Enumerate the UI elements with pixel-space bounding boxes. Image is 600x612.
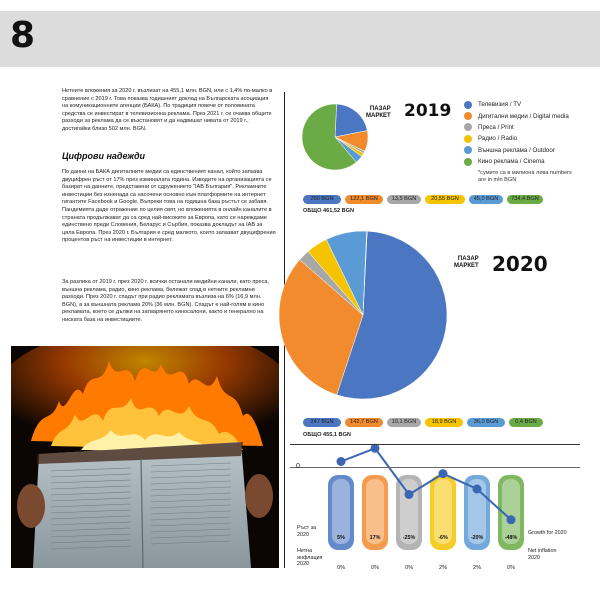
legend-dot-icon <box>464 146 472 154</box>
growth-pct-radio: -6% <box>438 535 448 541</box>
value-pill-2019-radio: 20,55 BGN <box>425 195 465 204</box>
growth-label-en: Growth for 2020 <box>528 530 567 536</box>
legend-item-tv <box>464 99 569 110</box>
value-pill-2020-radio: 18,9 BGN <box>425 418 463 427</box>
total-2019: ОБЩО 461,52 BGN <box>303 208 355 214</box>
value-pill-2019-tv: 250 BGN <box>303 195 341 204</box>
value-pill-2019-digital: 122,1 BGN <box>345 195 383 204</box>
growth-point-outdoor <box>473 485 482 494</box>
total-2020: ОБЩО 455,1 BGN <box>303 432 351 438</box>
growth-point-cinema <box>507 515 516 524</box>
market-label-line2: МАРКЕТ <box>454 263 479 269</box>
inflation-outdoor: 2% <box>472 565 482 571</box>
value-pill-2020-outdoor: 36,0 BGN <box>467 418 505 427</box>
inflation-digital: 0% <box>370 565 380 571</box>
legend-dot-icon <box>464 101 472 109</box>
growth-label-bg: Ръст за 2020 <box>297 525 317 538</box>
legend-dot-icon <box>464 135 472 143</box>
market-label-line2: МАРКЕТ <box>366 113 391 119</box>
intro-paragraph: Нетните вложения за 2020 г. възлизат на 455,1 млн. BGN, или с 1,4% по-малко в сравнение с 2019 г. Това показва годишният доклад на Българската асоциация на комуникационните агенции (БАКА). По традиция повече от половината средства се инвестират в телевизионна реклама. През 2021 г. се очаква общите разходи за реклама да се възстановят и да надвишат нивата от 2019 г., достигайки близо 502 млн. BGN. <box>62 88 273 132</box>
market-year-2020: 2020 <box>492 252 548 276</box>
legend-label: Преса / Print <box>478 123 514 131</box>
market-label-line1: ПАЗАР <box>457 256 479 262</box>
value-pill-2019-cinema: 734,4 BGN <box>507 195 543 204</box>
growth-pct-digital: 17% <box>369 535 381 541</box>
section-heading: Цифрови надежди <box>62 151 146 161</box>
growth-pct-tv: 5% <box>337 535 345 541</box>
legend-dot-icon <box>464 123 472 131</box>
page-number: 8 <box>10 15 36 56</box>
market-year-2019: 2019 <box>404 101 452 121</box>
legend-label: Външна реклама / Outdoor <box>478 146 555 154</box>
inflation-radio: 2% <box>438 565 448 571</box>
decline-paragraph: За разлика от 2019 г. през 2020 г. всички останали медийни канали, като преса, външна реклама, радио, кино реклама, бележат спад в нетните рекламни разходи. През 2020 г. спадът при радио рекламата възлиза на 6% (16,9 млн. BGN), а за външната реклама 20% (36 млн. BGN). Спадът е най-голям в кино рекламата, което се дължи на затварянето киносалони, както и генерално на ниската база на инвестициите. <box>62 279 270 323</box>
inflation-cinema: 0% <box>506 565 516 571</box>
growth-pct-cinema: -48% <box>504 535 518 541</box>
growth-point-tv <box>337 457 346 466</box>
value-pill-2019-print: 13,5 BGN <box>387 195 421 204</box>
market-label-line1: ПАЗАР <box>369 106 391 112</box>
value-pill-2020-cinema: 0,4 BGN <box>509 418 543 427</box>
value-pill-2019-outdoor: 45,0 BGN <box>469 195 503 204</box>
legend-item-print <box>464 122 569 133</box>
market-label-2019 <box>366 106 391 120</box>
inflation-label-en: Net inflation 2020 <box>528 548 557 561</box>
legend-item-radio <box>464 133 569 144</box>
legend-label: Радио / Radio <box>478 135 518 143</box>
growth-point-print <box>405 490 414 499</box>
zero-label: 0 <box>296 463 300 470</box>
legend-label: Телевизия / TV <box>478 101 522 109</box>
section-rule <box>290 444 580 445</box>
legend-item-outdoor <box>464 145 569 156</box>
growth-point-digital <box>371 444 380 453</box>
value-pill-2020-tv: 247 BGN <box>303 418 341 427</box>
pie-chart-2019 <box>302 104 368 170</box>
legend-dot-icon <box>464 158 472 166</box>
pie-chart-2020 <box>279 231 447 399</box>
inflation-tv: 0% <box>336 565 346 571</box>
value-pill-2020-digital: 142,7 BGN <box>345 418 383 427</box>
growth-pct-print: -25% <box>402 535 416 541</box>
digital-paragraph: По данни на БАКА дигиталните медии са единственият канал, който запазва двуцифрен ръст от 17% през изминалата година. Изводите на организацията се базират на данните, представени от сдружението "IAB България". Рекламните инвестиции без изненада са насочени основно към платформите на интернет гигантите Facebook и Google. Въпреки това на годишна база ръстът се забавя. Пандемията даде отражение по целия свят, но вложенията в онлайн каналите в страната продължават да са сред най-високите за Европа, като се нареждаме единствено преди Словения, Беларус и Сърбия, показва докладът на IAB за цяла Европа. През 2020 г. България е сред малкото, които запазват двуцифрения процентов ръст на инвестиции в интернет. <box>62 169 276 244</box>
value-pill-2020-print: 10,1 BGN <box>387 418 421 427</box>
zero-line <box>290 467 580 468</box>
legend-item-digital <box>464 110 569 121</box>
legend-label: Кино реклама / Cinema <box>478 158 545 166</box>
growth-pct-outdoor: -20% <box>470 535 484 541</box>
legend-label: Дигитални медии / Digital media <box>478 112 569 120</box>
market-label-2020 <box>454 256 479 270</box>
growth-point-radio <box>439 469 448 478</box>
inflation-label-bg: Нетна инфлация 2020 <box>297 548 323 568</box>
legend-note: *сумите са в милиона лева numbers are in mln BGN <box>478 170 572 183</box>
legend <box>464 99 569 167</box>
legend-dot-icon <box>464 112 472 120</box>
inflation-print: 0% <box>404 565 414 571</box>
legend-item-cinema <box>464 156 569 167</box>
growth-chart <box>328 444 524 550</box>
